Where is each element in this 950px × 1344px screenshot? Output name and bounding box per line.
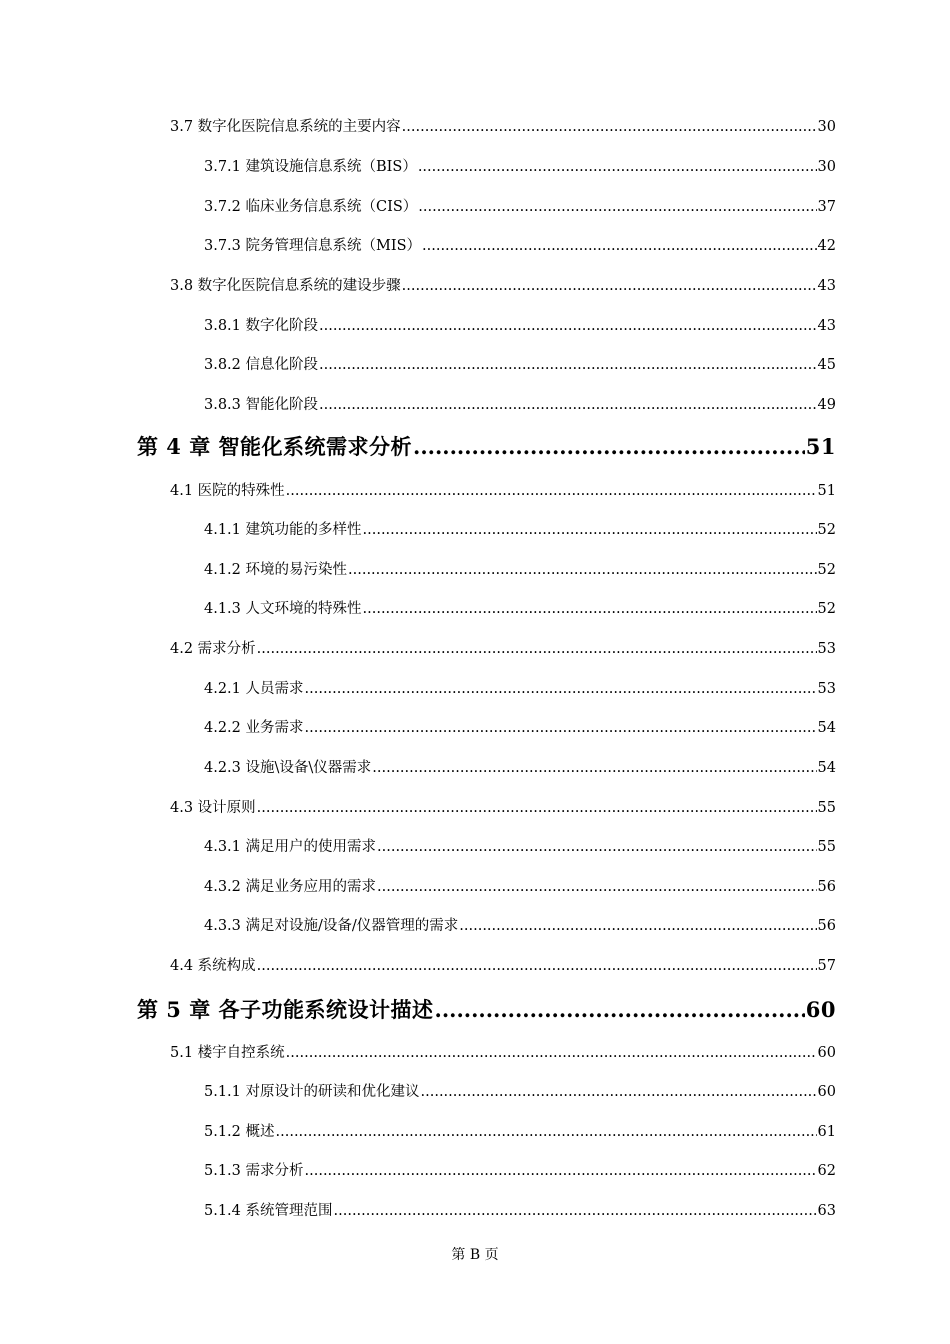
toc-entry-label: 3.8.1 数字化阶段 <box>204 318 319 334</box>
leader-dots <box>402 119 817 135</box>
leader-dots <box>377 839 817 855</box>
toc-entry-page: 53 <box>817 641 836 657</box>
leader-dots <box>459 918 816 934</box>
toc-entry-page: 52 <box>817 601 836 617</box>
toc-entry-page: 30 <box>817 119 836 135</box>
toc-entry-page: 61 <box>817 1124 836 1140</box>
toc-entry[interactable] <box>204 875 836 896</box>
toc-entry-label: 4.1 医院的特殊性 <box>170 483 285 499</box>
toc-entry[interactable] <box>204 353 836 374</box>
toc-entry-page: 49 <box>817 397 836 413</box>
toc-entry[interactable] <box>170 115 836 136</box>
toc-entry-label: 3.7 数字化医院信息系统的主要内容 <box>170 119 401 135</box>
leader-dots <box>402 278 817 294</box>
toc-entry-label: 4.3.3 满足对设施/设备/仪器管理的需求 <box>204 918 459 934</box>
toc-entry-label: 3.8.2 信息化阶段 <box>204 357 319 373</box>
toc-entry-label: 4.1.2 环境的易污染性 <box>204 562 348 578</box>
toc-entry-page: 60 <box>817 1045 836 1061</box>
leader-dots <box>334 1203 817 1219</box>
toc-entry[interactable] <box>204 195 836 216</box>
toc-entry[interactable] <box>170 637 836 658</box>
toc-entry[interactable] <box>170 1041 836 1062</box>
toc-entry-label: 4.3.1 满足用户的使用需求 <box>204 839 377 855</box>
toc-entry-page: 43 <box>817 318 836 334</box>
leader-dots <box>286 483 817 499</box>
toc-entry-page: 60 <box>805 997 836 1022</box>
leader-dots <box>413 434 805 459</box>
page-footer: 第 B 页 <box>451 1247 499 1263</box>
leader-dots <box>286 1045 817 1061</box>
leader-dots <box>319 318 817 334</box>
leader-dots <box>418 159 817 175</box>
toc-entry-label: 5.1.4 系统管理范围 <box>204 1203 333 1219</box>
toc-entry-page: 52 <box>817 522 836 538</box>
toc-entry[interactable] <box>204 1199 836 1220</box>
toc-entry[interactable] <box>204 1120 836 1141</box>
leader-dots <box>257 800 817 816</box>
toc-entry-page: 54 <box>817 720 836 736</box>
toc-entry-label: 3.8.3 智能化阶段 <box>204 397 319 413</box>
toc-entry-page: 37 <box>817 199 836 215</box>
toc-entry-label: 4.1.1 建筑功能的多样性 <box>204 522 362 538</box>
toc-entry[interactable] <box>204 518 836 539</box>
leader-dots <box>319 357 817 373</box>
toc-entry-page: 62 <box>817 1163 836 1179</box>
leader-dots <box>363 522 817 538</box>
toc-entry-label: 3.7.1 建筑设施信息系统（BIS） <box>204 159 417 175</box>
leader-dots <box>319 397 817 413</box>
leader-dots <box>377 879 817 895</box>
toc-entry[interactable] <box>204 756 836 777</box>
toc-entry[interactable] <box>204 835 836 856</box>
toc-entry-page: 60 <box>817 1084 836 1100</box>
toc-chapter-entry[interactable] <box>137 431 836 461</box>
toc-entry-label: 4.2 需求分析 <box>170 641 256 657</box>
leader-dots <box>418 199 816 215</box>
toc-entry-label: 5.1.3 需求分析 <box>204 1163 304 1179</box>
toc-entry-label: 3.8 数字化医院信息系统的建设步骤 <box>170 278 401 294</box>
toc-entry[interactable] <box>204 155 836 176</box>
toc-entry[interactable] <box>170 954 836 975</box>
leader-dots <box>305 681 817 697</box>
toc-entry[interactable] <box>170 479 836 500</box>
toc-entry-label: 4.2.1 人员需求 <box>204 681 304 697</box>
leader-dots <box>305 720 817 736</box>
toc-entry[interactable] <box>204 393 836 414</box>
toc-chapter-entry[interactable] <box>137 994 836 1024</box>
toc-entry-label: 3.7.2 临床业务信息系统（CIS） <box>204 199 418 215</box>
toc-entry[interactable] <box>204 1159 836 1180</box>
toc-entry-page: 55 <box>817 839 836 855</box>
toc-entry-page: 52 <box>817 562 836 578</box>
toc-entry-page: 63 <box>817 1203 836 1219</box>
toc-entry-label: 第 4 章 智能化系统需求分析 <box>137 434 413 459</box>
leader-dots <box>372 760 816 776</box>
toc-entry-label: 4.3 设计原则 <box>170 800 256 816</box>
toc-entry[interactable] <box>170 274 836 295</box>
leader-dots <box>305 1163 817 1179</box>
toc-entry[interactable] <box>204 558 836 579</box>
toc-entry-label: 4.3.2 满足业务应用的需求 <box>204 879 377 895</box>
toc-entry-label: 4.4 系统构成 <box>170 958 256 974</box>
toc-entry[interactable] <box>204 677 836 698</box>
toc-entry-label: 4.2.3 设施\设备\仪器需求 <box>204 760 372 776</box>
leader-dots <box>363 601 817 617</box>
toc-entry-page: 45 <box>817 357 836 373</box>
toc-entry-label: 5.1.2 概述 <box>204 1124 275 1140</box>
toc-entry-page: 54 <box>817 760 836 776</box>
toc-entry-label: 5.1.1 对原设计的研读和优化建议 <box>204 1084 420 1100</box>
leader-dots <box>422 238 817 254</box>
toc-entry-page: 51 <box>817 483 836 499</box>
toc-entry-label: 5.1 楼宇自控系统 <box>170 1045 285 1061</box>
toc-entry-label: 3.7.3 院务管理信息系统（MIS） <box>204 238 422 254</box>
toc-entry[interactable] <box>170 796 836 817</box>
leader-dots <box>435 997 805 1022</box>
toc-entry[interactable] <box>204 314 836 335</box>
leader-dots <box>257 641 817 657</box>
toc-entry-label: 4.2.2 业务需求 <box>204 720 304 736</box>
toc-entry[interactable] <box>204 1080 836 1101</box>
toc-entry-label: 第 5 章 各子功能系统设计描述 <box>137 997 434 1022</box>
toc-entry[interactable] <box>204 716 836 737</box>
toc-entry[interactable] <box>204 914 836 935</box>
leader-dots <box>348 562 817 578</box>
toc-entry-page: 30 <box>817 159 836 175</box>
toc-entry-page: 56 <box>817 918 836 934</box>
leader-dots <box>257 958 817 974</box>
toc-entry-page: 42 <box>817 238 836 254</box>
toc-entry-label: 4.1.3 人文环境的特殊性 <box>204 601 362 617</box>
toc-entry-page: 57 <box>817 958 836 974</box>
leader-dots <box>421 1084 817 1100</box>
toc-entry[interactable] <box>204 597 836 618</box>
toc-entry-page: 55 <box>817 800 836 816</box>
toc-entry-page: 51 <box>805 434 836 459</box>
toc-entry-page: 53 <box>817 681 836 697</box>
toc-entry-page: 56 <box>817 879 836 895</box>
toc-entry[interactable] <box>204 234 836 255</box>
toc-entry-page: 43 <box>817 278 836 294</box>
leader-dots <box>276 1124 817 1140</box>
